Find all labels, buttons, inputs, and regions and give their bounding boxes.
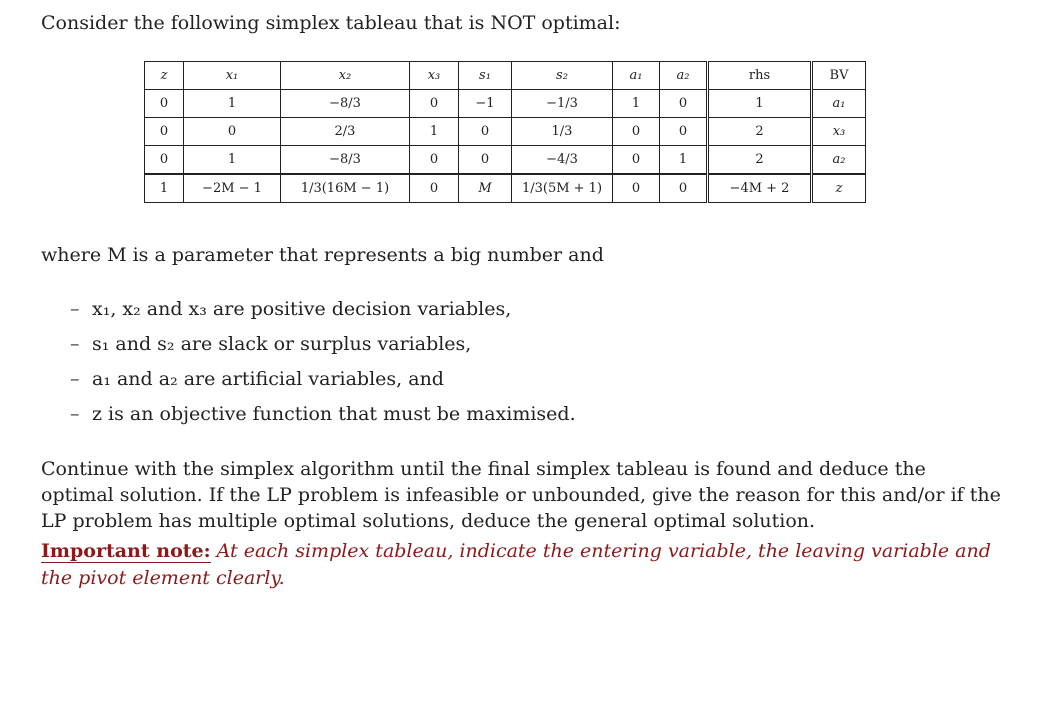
- list-item-text: z is an objective function that must be maximised.: [92, 403, 576, 425]
- table-row: [145, 90, 866, 118]
- table-cell: 0: [660, 90, 708, 118]
- table-cell: 1: [184, 146, 281, 175]
- table-cell: 0: [410, 146, 459, 175]
- table-row: [145, 146, 866, 175]
- header-x3: x₃: [410, 62, 459, 90]
- table-cell: 0: [145, 118, 184, 146]
- header-a2: a₂: [660, 62, 708, 90]
- table-cell: −4M + 2: [708, 174, 812, 203]
- table-cell: 0: [145, 146, 184, 175]
- table-cell: 1/3(16M − 1): [281, 174, 410, 203]
- list-item: [70, 331, 576, 366]
- table-cell: a₂: [812, 146, 866, 175]
- table-cell: 0: [459, 146, 512, 175]
- table-cell: x₃: [812, 118, 866, 146]
- list-item-text: a₁ and a₂ are artificial variables, and: [92, 368, 444, 390]
- list-item: [70, 296, 576, 331]
- list-item-text: s₁ and s₂ are slack or surplus variables,: [92, 333, 472, 355]
- header-x1: x₁: [184, 62, 281, 90]
- header-x2: x₂: [281, 62, 410, 90]
- table-cell: 0: [613, 146, 660, 175]
- table-cell: 2/3: [281, 118, 410, 146]
- header-s2: s₂: [512, 62, 613, 90]
- table-cell: M: [459, 174, 512, 203]
- table-cell: 2: [708, 118, 812, 146]
- note-text: At each simplex tableau, indicate the entering variable, the leaving variable and the pivot element clearly.: [41, 540, 991, 589]
- note-label: Important note:: [41, 540, 211, 562]
- table-cell: 1: [145, 174, 184, 203]
- table-cell: 1: [410, 118, 459, 146]
- problem-intro: Consider the following simplex tableau that is NOT optimal:: [41, 12, 621, 34]
- objective-row: [145, 174, 866, 203]
- table-cell: −4/3: [512, 146, 613, 175]
- table-cell: 0: [660, 118, 708, 146]
- header-s1: s₁: [459, 62, 512, 90]
- table-row: [145, 118, 866, 146]
- table-cell: −2M − 1: [184, 174, 281, 203]
- table-cell: 0: [145, 90, 184, 118]
- table-cell: 1: [708, 90, 812, 118]
- variable-list: [70, 296, 576, 436]
- task-instructions: Continue with the simplex algorithm until the final simplex tableau is found and deduce the optimal solution. If the LP problem is infeasible or unbounded, give the reason for this and/or if the LP problem has multiple optimal solutions, deduce the general optimal solution.: [41, 458, 1001, 532]
- table-cell: 1: [613, 90, 660, 118]
- table-cell: 1/3: [512, 118, 613, 146]
- table-cell: z: [812, 174, 866, 203]
- table-cell: 0: [459, 118, 512, 146]
- table-cell: 1: [184, 90, 281, 118]
- list-item: [70, 366, 576, 401]
- table-cell: 1: [660, 146, 708, 175]
- table-cell: −1/3: [512, 90, 613, 118]
- header-bv: BV: [812, 62, 866, 90]
- important-note: [41, 538, 1001, 592]
- bullet-dash: –: [70, 333, 80, 355]
- table-cell: 2: [708, 146, 812, 175]
- header-a1: a₁: [613, 62, 660, 90]
- tableau-header-row: [145, 62, 866, 90]
- table-cell: 0: [410, 174, 459, 203]
- list-item: [70, 401, 576, 436]
- bullet-dash: –: [70, 298, 80, 320]
- table-cell: 0: [660, 174, 708, 203]
- table-cell: −8/3: [281, 90, 410, 118]
- list-item-text: x₁, x₂ and x₃ are positive decision variables,: [92, 298, 512, 320]
- table-cell: 0: [410, 90, 459, 118]
- bullet-dash: –: [70, 403, 80, 425]
- table-cell: 1/3(5M + 1): [512, 174, 613, 203]
- parameter-description: where M is a parameter that represents a big number and: [41, 244, 604, 266]
- bullet-dash: –: [70, 368, 80, 390]
- header-z: z: [145, 62, 184, 90]
- header-rhs: rhs: [708, 62, 812, 90]
- table-cell: −1: [459, 90, 512, 118]
- table-cell: a₁: [812, 90, 866, 118]
- table-cell: 0: [184, 118, 281, 146]
- table-cell: 0: [613, 118, 660, 146]
- table-cell: 0: [613, 174, 660, 203]
- simplex-tableau: [144, 61, 866, 203]
- table-cell: −8/3: [281, 146, 410, 175]
